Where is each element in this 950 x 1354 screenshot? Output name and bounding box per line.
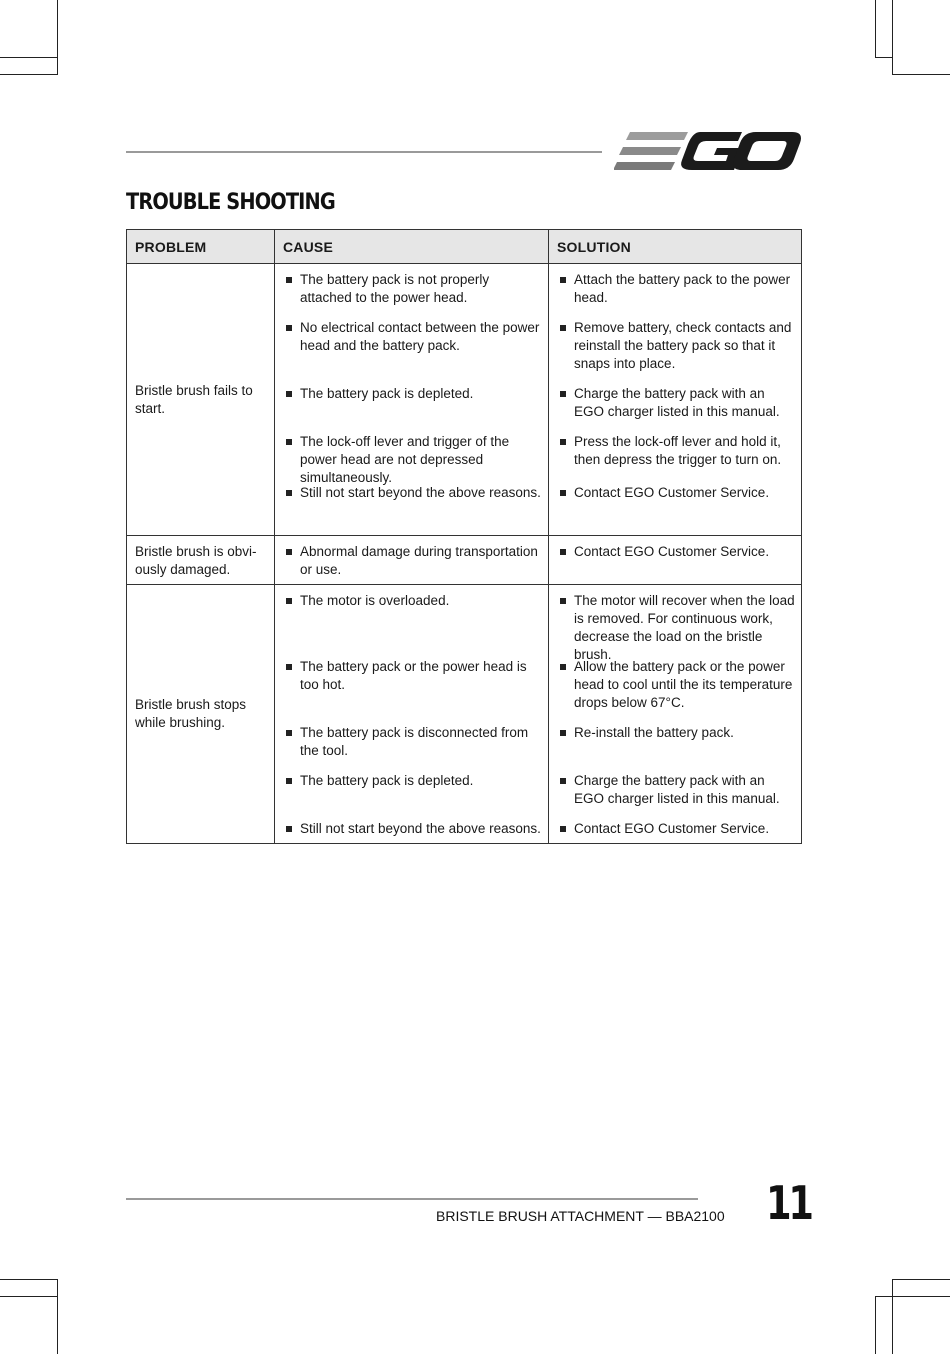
- footer-rule: [126, 1198, 698, 1200]
- solution-item: Re-install the battery pack.: [559, 724, 795, 742]
- column-header-solution: SOLUTION: [549, 230, 802, 264]
- page-number: 11: [766, 1176, 811, 1230]
- problem-cell: [127, 536, 275, 585]
- solution-item: Charge the battery pack with an EGO charger listed in this manual.: [559, 385, 795, 421]
- solution-item: Contact EGO Customer Service.: [559, 543, 795, 561]
- crop-mark: [875, 57, 893, 58]
- crop-mark: [892, 1279, 893, 1354]
- ego-logo: [614, 126, 804, 176]
- crop-mark: [875, 0, 876, 57]
- troubleshooting-table: [126, 229, 802, 844]
- cause-item: Still not start beyond the above reasons.: [285, 820, 542, 838]
- solution-cell: [549, 264, 802, 536]
- crop-mark: [0, 1296, 57, 1297]
- header-rule: [126, 151, 602, 153]
- crop-mark: [892, 74, 950, 75]
- cause-cell: [275, 536, 549, 585]
- cause-item: The battery pack is depleted.: [285, 385, 542, 403]
- solution-item: Attach the battery pack to the power head.: [559, 271, 795, 307]
- crop-mark: [57, 1279, 58, 1354]
- table-row: [127, 536, 802, 585]
- crop-mark: [892, 1279, 950, 1280]
- cause-item: The battery pack is disconnected from the tool.: [285, 724, 542, 760]
- solution-item: Contact EGO Customer Service.: [559, 484, 795, 502]
- cause-item: The battery pack or the power head is too hot.: [285, 658, 542, 694]
- problem-cell: [127, 585, 275, 844]
- solution-item: Contact EGO Customer Service.: [559, 820, 795, 838]
- problem-text: Bristle brush is obvi-ously damaged.: [135, 544, 257, 577]
- column-header-cause: CAUSE: [275, 230, 549, 264]
- crop-mark: [875, 1296, 950, 1297]
- cause-cell: [275, 264, 549, 536]
- section-title: TROUBLE SHOOTING: [126, 190, 335, 215]
- crop-mark: [892, 0, 893, 75]
- cause-item: The lock-off lever and trigger of the power head are not depressed simultaneously.: [285, 433, 542, 487]
- table-row: [127, 585, 802, 844]
- table-row: [127, 264, 802, 536]
- crop-mark: [875, 1296, 876, 1354]
- cause-item: Still not start beyond the above reasons.: [285, 484, 542, 502]
- crop-mark: [57, 0, 58, 75]
- problem-text: Bristle brush stops while brushing.: [135, 697, 247, 730]
- crop-mark: [0, 74, 57, 75]
- solution-cell: [549, 536, 802, 585]
- solution-item: Allow the battery pack or the power head to cool until the its temperature drops below 67°C.: [559, 658, 795, 712]
- solution-item: Charge the battery pack with an EGO charger listed in this manual.: [559, 772, 795, 808]
- cause-item: The motor is overloaded.: [285, 592, 542, 610]
- cause-item: Abnormal damage during transportation or use.: [285, 543, 542, 579]
- solution-item: Remove battery, check contacts and reinstall the battery pack so that it snaps into place.: [559, 319, 795, 373]
- crop-mark: [0, 57, 57, 58]
- cause-cell: [275, 585, 549, 844]
- column-header-problem: PROBLEM: [127, 230, 275, 264]
- footer-doc-title: BRISTLE BRUSH ATTACHMENT — BBA2100: [436, 1208, 725, 1224]
- solution-cell: [549, 585, 802, 844]
- crop-mark: [0, 1279, 57, 1280]
- table-header-row: [127, 230, 802, 264]
- problem-text: Bristle brush fails to start.: [135, 382, 253, 416]
- cause-item: The battery pack is depleted.: [285, 772, 542, 790]
- problem-cell: [127, 264, 275, 536]
- cause-item: The battery pack is not properly attached to the power head.: [285, 271, 542, 307]
- solution-item: Press the lock-off lever and hold it, then depress the trigger to turn on.: [559, 433, 795, 469]
- cause-item: No electrical contact between the power head and the battery pack.: [285, 319, 542, 355]
- solution-item: The motor will recover when the load is removed. For continuous work, decrease the load on the bristle brush.: [559, 592, 795, 664]
